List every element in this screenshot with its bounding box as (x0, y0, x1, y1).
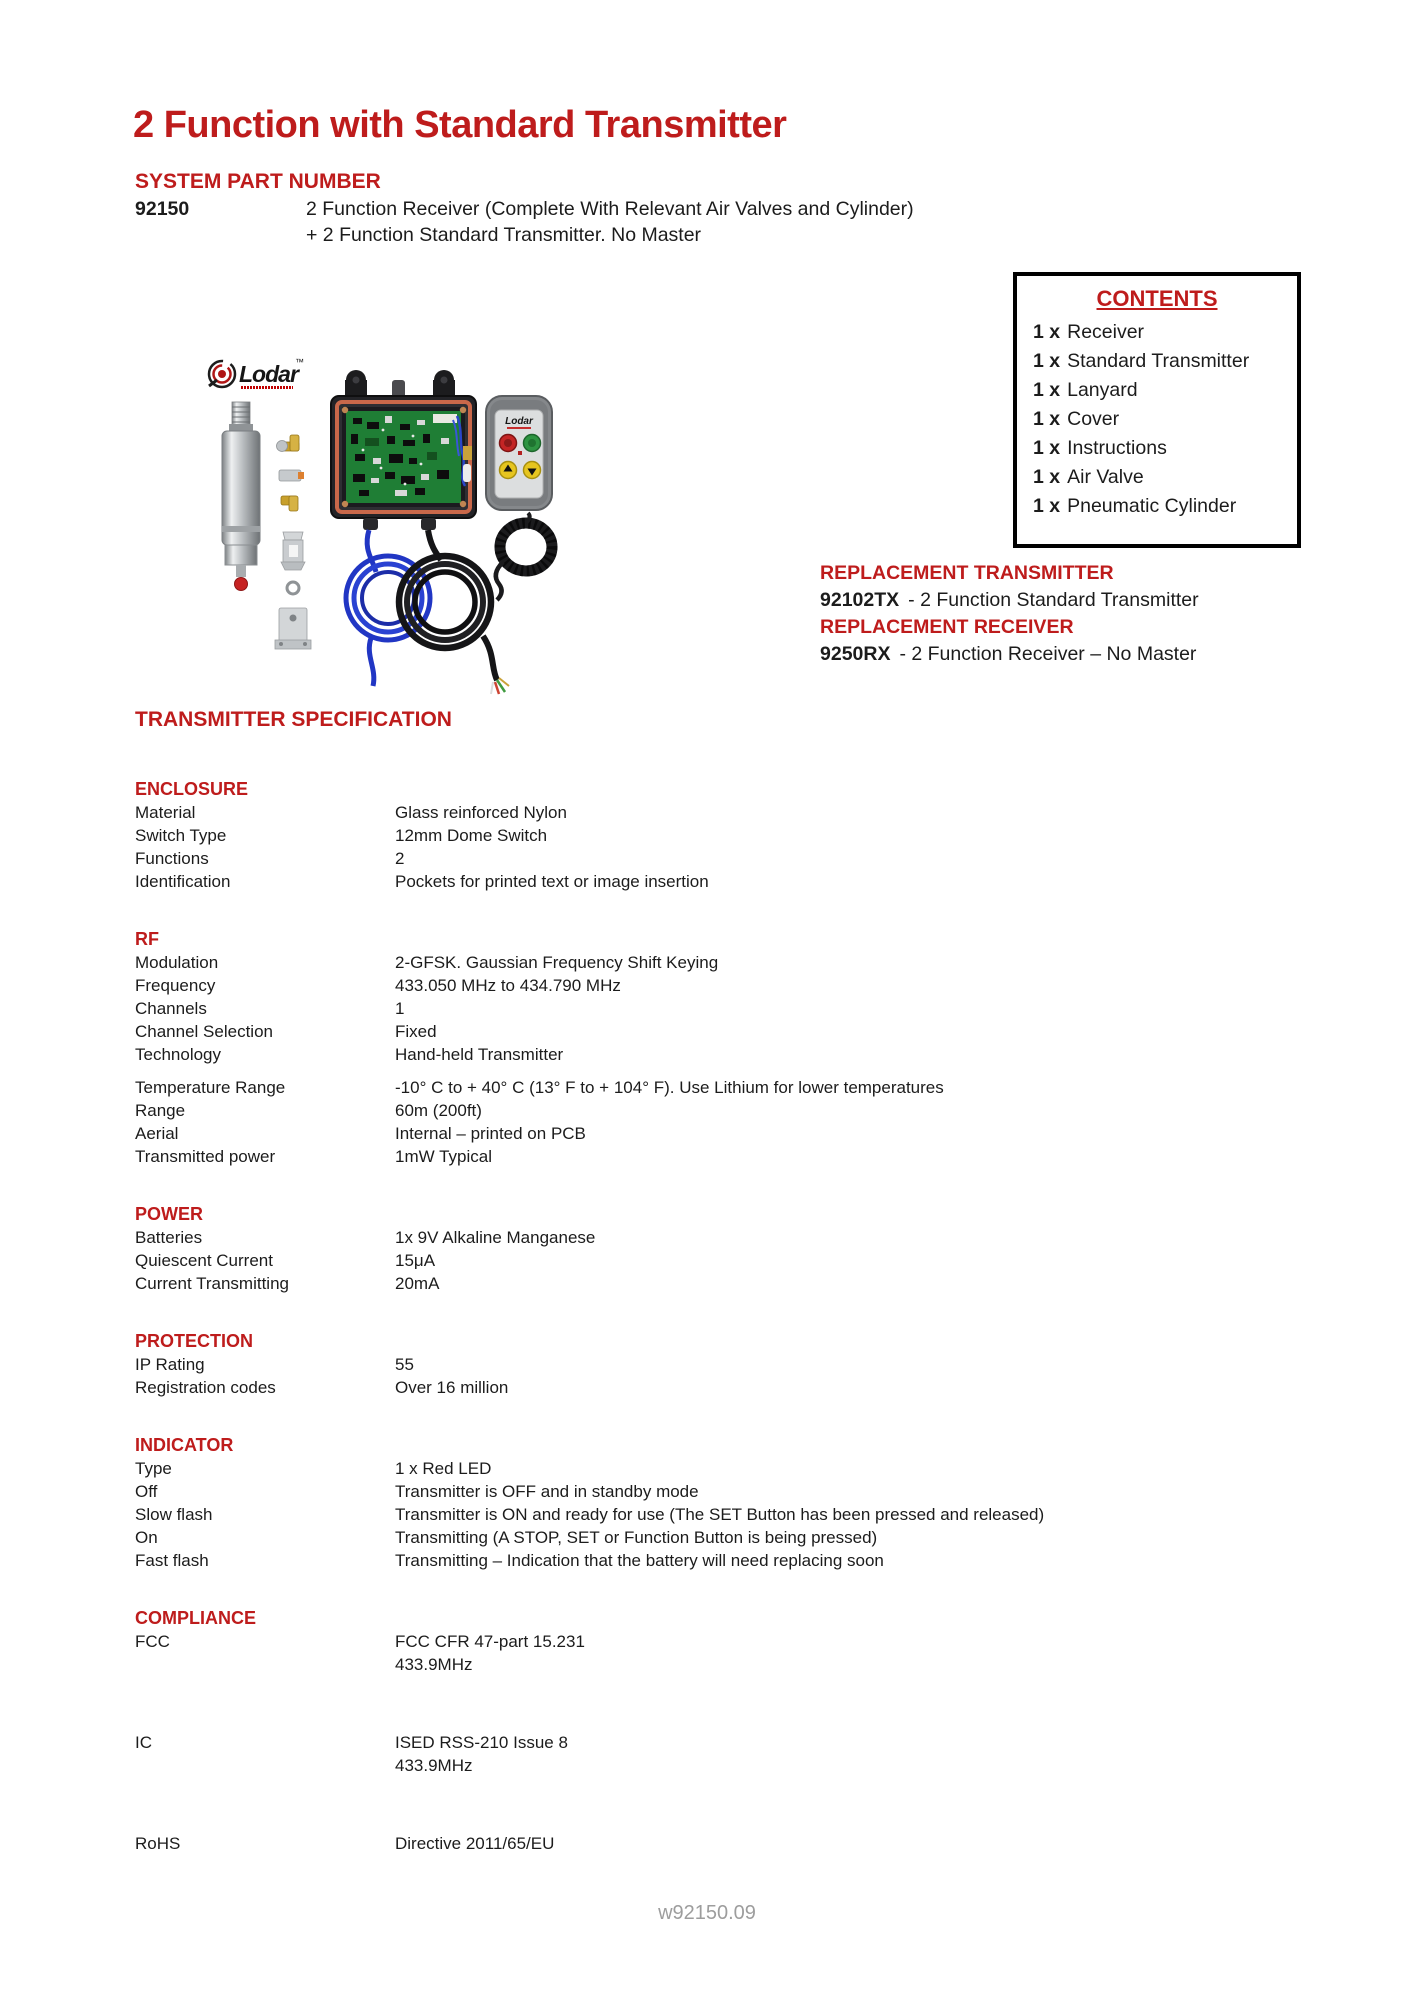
spec-label: Range (135, 1101, 186, 1120)
spec-value: 55 (395, 1355, 414, 1374)
spec-value: 1x 9V Alkaline Manganese (395, 1228, 596, 1247)
spec-row (135, 1099, 1285, 1122)
contents-item-label: Receiver (1067, 321, 1145, 343)
spec-label: Quiescent Current (135, 1251, 273, 1270)
spec-label: Modulation (135, 953, 219, 972)
document-reference: w92150.09 (658, 1902, 756, 1924)
spec-label: Registration codes (135, 1378, 276, 1397)
contents-item (1033, 347, 1281, 376)
spec-row (135, 951, 1285, 974)
system-part-number-row (135, 196, 914, 248)
spec-row (135, 1020, 1285, 1043)
logo-text: Lodar (239, 361, 298, 387)
replacement-transmitter-desc: - 2 Function Standard Transmitter (908, 589, 1199, 611)
spec-label: Functions (135, 849, 209, 868)
system-part-number-heading: SYSTEM PART NUMBER (135, 170, 381, 193)
contents-item (1033, 376, 1281, 405)
contents-item (1033, 463, 1281, 492)
spec-value: -10° C to + 40° C (13° F to + 104° F). Use Lithium for lower temperatures (395, 1078, 944, 1097)
contents-item-qty: 1 x (1033, 350, 1061, 372)
part-description-line2: + 2 Function Standard Transmitter. No Master (306, 224, 702, 246)
spec-section-protection (135, 1330, 1285, 1399)
spec-value: 433.050 MHz to 434.790 MHz (395, 976, 621, 995)
contents-item-qty: 1 x (1033, 408, 1061, 430)
contents-item-qty: 1 x (1033, 495, 1061, 517)
spec-row (135, 847, 1285, 870)
spec-row (135, 1145, 1285, 1168)
spec-row (135, 1832, 1285, 1855)
spec-label: Identification (135, 872, 231, 891)
spec-row (135, 870, 1285, 893)
replacement-receiver-part: 9250RX (820, 643, 891, 665)
spec-value: 2 (395, 849, 405, 868)
trademark-symbol: ™ (295, 357, 304, 367)
spec-value: 2-GFSK. Gaussian Frequency Shift Keying (395, 953, 719, 972)
section-heading: POWER (135, 1204, 204, 1224)
spec-label: IP Rating (135, 1355, 205, 1374)
spec-row (135, 824, 1285, 847)
spec-row (135, 1226, 1285, 1249)
page-title: 2 Function with Standard Transmitter (133, 104, 787, 146)
spec-value: Hand-held Transmitter (395, 1045, 564, 1064)
spec-row (135, 1457, 1285, 1480)
spec-label: Off (135, 1482, 158, 1501)
part-description-line1: 2 Function Receiver (Complete With Relevant Air Valves and Cylinder) (306, 198, 914, 220)
spec-label: RoHS (135, 1834, 181, 1853)
spec-section-enclosure (135, 778, 1285, 893)
spec-value-line: 433.9MHz (395, 1756, 473, 1775)
replacement-transmitter-line (820, 587, 1199, 614)
contents-item-label: Instructions (1067, 437, 1167, 459)
spec-row (135, 1272, 1285, 1295)
spec-row (135, 997, 1285, 1020)
spec-row (135, 1503, 1285, 1526)
air-fittings-illustration (275, 435, 311, 649)
pneumatic-cylinder-illustration (222, 402, 260, 591)
led-indicator (518, 451, 522, 455)
contents-item-qty: 1 x (1033, 379, 1061, 401)
section-heading: COMPLIANCE (135, 1608, 256, 1628)
spec-value: 1 x Red LED (395, 1459, 492, 1478)
contents-item-label: Cover (1067, 408, 1120, 430)
contents-item-qty: 1 x (1033, 321, 1061, 343)
replacement-receiver-line (820, 641, 1199, 668)
spec-row (135, 1076, 1285, 1099)
spec-label: Temperature Range (135, 1078, 286, 1097)
contents-item-label: Lanyard (1067, 379, 1138, 401)
spec-row (135, 974, 1285, 997)
receiver-illustration (331, 370, 476, 530)
spec-row (135, 801, 1285, 824)
replacement-parts (820, 560, 1199, 668)
spec-label: Technology (135, 1045, 222, 1064)
section-heading: ENCLOSURE (135, 779, 249, 799)
contents-heading: CONTENTS (1096, 286, 1218, 311)
contents-item (1033, 434, 1281, 463)
specification-heading: TRANSMITTER SPECIFICATION (135, 708, 452, 731)
part-description (306, 196, 914, 248)
spec-value: Transmitter is OFF and in standby mode (395, 1482, 699, 1501)
transmitter-illustration (486, 396, 552, 510)
spec-value: 1 (395, 999, 405, 1018)
spec-label: Channel Selection (135, 1022, 273, 1041)
contents-item-qty: 1 x (1033, 437, 1061, 459)
spec-label: On (135, 1528, 158, 1547)
spec-label: Type (135, 1459, 172, 1478)
spec-value-line: Directive 2011/65/EU (395, 1834, 555, 1853)
section-heading: INDICATOR (135, 1435, 234, 1455)
spec-row (135, 1353, 1285, 1376)
spec-value: Glass reinforced Nylon (395, 803, 567, 822)
spec-value: 1mW Typical (395, 1147, 492, 1166)
contents-item-label: Pneumatic Cylinder (1067, 495, 1237, 517)
spec-value (395, 1731, 1285, 1777)
contents-item-label: Standard Transmitter (1067, 350, 1250, 372)
section-heading: PROTECTION (135, 1331, 254, 1351)
lodar-logo (209, 357, 304, 388)
spec-label: Batteries (135, 1228, 203, 1247)
spec-label: Material (135, 803, 196, 822)
contents-item (1033, 318, 1281, 347)
spec-value: 20mA (395, 1274, 440, 1293)
spec-value: Fixed (395, 1022, 437, 1041)
spec-row (135, 1526, 1285, 1549)
spec-value: Transmitter is ON and ready for use (The SET Button has been pressed and released) (395, 1505, 1045, 1524)
part-number: 92150 (135, 198, 190, 220)
transmitter-specification (135, 708, 1285, 1890)
contents-item-qty: 1 x (1033, 466, 1061, 488)
replacement-transmitter-heading: REPLACEMENT TRANSMITTER (820, 562, 1114, 584)
product-photo (195, 350, 575, 700)
spec-label: Aerial (135, 1124, 179, 1143)
spec-label: Frequency (135, 976, 216, 995)
spec-label: Channels (135, 999, 207, 1018)
spec-label: IC (135, 1733, 152, 1752)
spec-label: Slow flash (135, 1505, 213, 1524)
spec-row (135, 1549, 1285, 1572)
spec-section-compliance (135, 1607, 1285, 1855)
spec-value: Transmitting (A STOP, SET or Function Button is being pressed) (395, 1528, 878, 1547)
spec-value (395, 1832, 1285, 1855)
spec-row (135, 1376, 1285, 1399)
spec-value-line: ISED RSS-210 Issue 8 (395, 1733, 568, 1752)
spec-row (135, 1630, 1285, 1676)
spec-value: Over 16 million (395, 1378, 509, 1397)
contents-item-label: Air Valve (1067, 466, 1144, 488)
spec-row (135, 1249, 1285, 1272)
cables-illustration (346, 530, 509, 694)
spec-value: 12mm Dome Switch (395, 826, 548, 845)
spec-label: Current Transmitting (135, 1274, 289, 1293)
spec-value: Transmitting – Indication that the battery will need replacing soon (395, 1551, 884, 1570)
spec-label: Switch Type (135, 826, 227, 845)
replacement-transmitter-part: 92102TX (820, 589, 900, 611)
contents-item (1033, 492, 1281, 521)
spec-value-line: FCC CFR 47-part 15.231 (395, 1632, 585, 1651)
replacement-receiver-desc: - 2 Function Receiver – No Master (899, 643, 1197, 665)
spec-section-rf (135, 928, 1285, 1168)
spec-row (135, 1122, 1285, 1145)
spec-label: Fast flash (135, 1551, 209, 1570)
spec-row (135, 1043, 1285, 1066)
replacement-receiver-heading: REPLACEMENT RECEIVER (820, 616, 1074, 638)
lanyard-illustration (496, 513, 552, 600)
contents-item (1033, 405, 1281, 434)
spec-value (395, 1630, 1285, 1676)
section-heading: RF (135, 929, 159, 949)
spec-section-indicator (135, 1434, 1285, 1572)
spec-label: FCC (135, 1632, 170, 1651)
contents-box (1013, 272, 1301, 548)
spec-section-power (135, 1203, 1285, 1295)
spec-row (135, 1480, 1285, 1503)
spec-value: Internal – printed on PCB (395, 1124, 586, 1143)
spec-value: 60m (200ft) (395, 1101, 482, 1120)
transmitter-logo-text: Lodar (505, 416, 533, 427)
spec-label: Transmitted power (135, 1147, 276, 1166)
spec-value-line: 433.9MHz (395, 1655, 473, 1674)
spec-row (135, 1731, 1285, 1777)
spec-value: 15μA (395, 1251, 436, 1270)
spec-value: Pockets for printed text or image insertion (395, 872, 709, 891)
